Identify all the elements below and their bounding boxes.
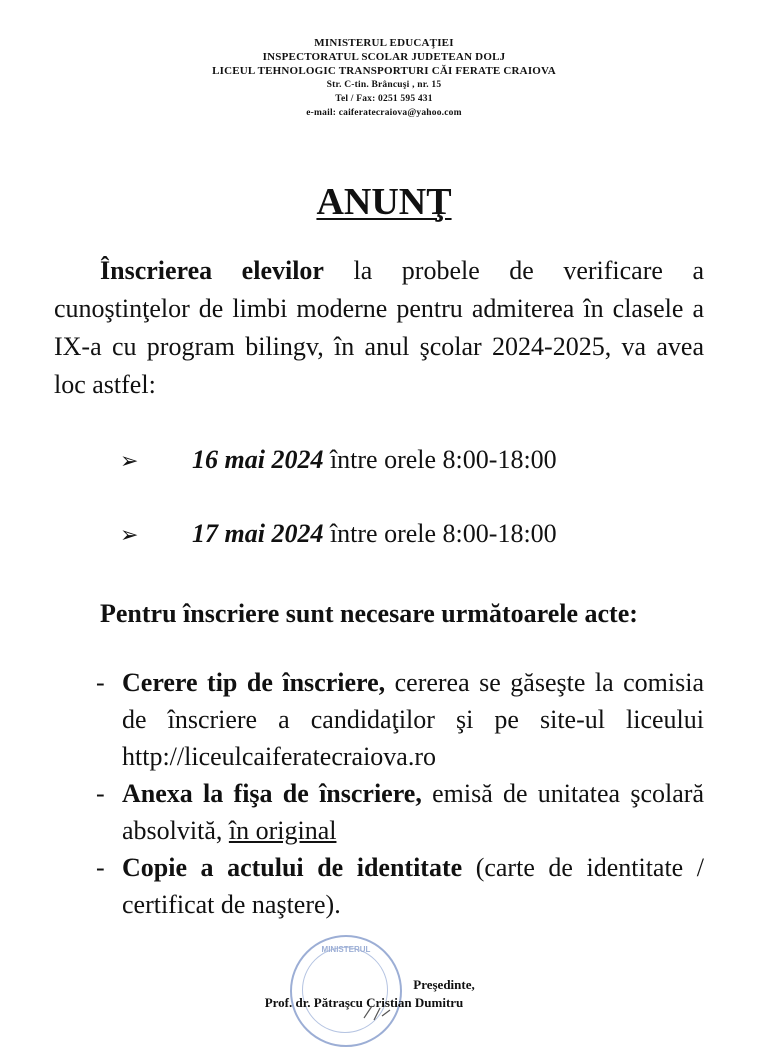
schedule-item bbox=[120, 441, 557, 480]
school-email: e-mail: caiferatecraiova@yahoo.com bbox=[306, 108, 462, 118]
school-name: LICEUL TEHNOLOGIC TRANSPORTURI CĂI FERATE CRAIOVA bbox=[212, 65, 556, 77]
list-item bbox=[96, 664, 704, 775]
page-title bbox=[0, 178, 768, 226]
document-text: cererea se găseşte la comisia de înscriere a candidaţilor şi pe site-ul liceului http://liceulcaiferatecraiova.ro bbox=[122, 668, 704, 771]
dash-bullet: - bbox=[96, 668, 105, 697]
document-title: Copie a actului de identitate bbox=[122, 853, 463, 882]
schedule-item bbox=[120, 515, 557, 554]
schedule-hours: între orele 8:00-18:00 bbox=[323, 519, 557, 548]
schedule-hours: între orele 8:00-18:00 bbox=[323, 445, 557, 474]
dash-bullet: - bbox=[96, 779, 105, 808]
document-title: Anexa la fişa de înscriere, bbox=[122, 779, 422, 808]
list-item bbox=[96, 849, 704, 923]
ministry-name: MINISTERUL EDUCAŢIEI bbox=[314, 37, 454, 49]
document-text: emisă de unitatea şcolară absolvită, bbox=[122, 779, 704, 845]
arrow-bullet-icon: ➢ bbox=[120, 522, 139, 547]
document-underlined: în original bbox=[228, 816, 337, 845]
document-title: Cerere tip de înscriere, bbox=[122, 668, 386, 697]
dash-bullet: - bbox=[96, 853, 105, 882]
schedule-date: 16 mai 2024 bbox=[192, 445, 324, 474]
signature-name: Prof. dr. Pătraşcu Cristian Dumitru bbox=[264, 995, 464, 1010]
arrow-bullet-icon: ➢ bbox=[120, 448, 139, 473]
intro-text: la probele de verificare a cunoştinţelor de limbi moderne pentru admiterea în clasele a IX-a cu program bilingv, în anul şcolar 2024-2025, va avea loc astfel: bbox=[54, 256, 704, 399]
documents-heading: Pentru înscriere sunt necesare următoarele acte: bbox=[100, 599, 638, 628]
documents-list bbox=[96, 664, 704, 923]
handwritten-signature bbox=[360, 1000, 400, 1024]
title-text: ANUNŢ bbox=[316, 181, 452, 223]
intro-bold: Înscrierea elevilor bbox=[100, 256, 324, 285]
list-item bbox=[96, 775, 704, 849]
school-phone: Tel / Fax: 0251 595 431 bbox=[335, 94, 433, 104]
stamp-text: MINISTERUL bbox=[321, 945, 371, 954]
document-text: (carte de identitate / certificat de naştere). bbox=[122, 853, 704, 919]
signature-role: Preşedinte, bbox=[413, 977, 475, 992]
inspectorate-name: INSPECTORATUL SCOLAR JUDETEAN DOLJ bbox=[262, 51, 506, 63]
schedule-date: 17 mai 2024 bbox=[192, 519, 324, 548]
intro-paragraph bbox=[54, 252, 704, 404]
document-header bbox=[0, 36, 768, 120]
school-address: Str. C-tin. Brâncuşi , nr. 15 bbox=[326, 80, 442, 90]
